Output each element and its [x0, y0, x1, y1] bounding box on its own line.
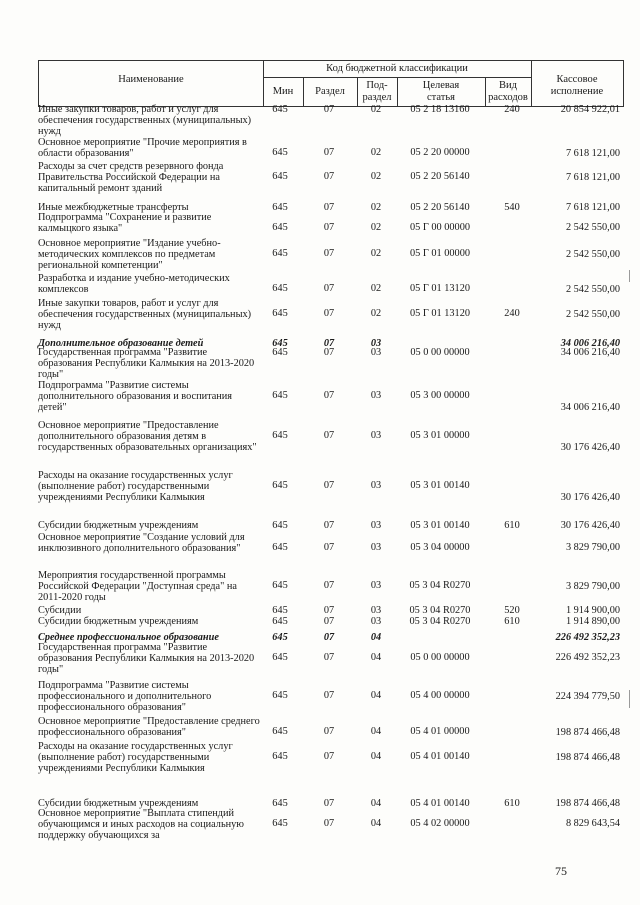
row-name: Подпрограмма "Развитие системы дополнительного образования и воспитания детей" — [38, 380, 233, 413]
row-section: 07 — [323, 605, 335, 616]
row-subsection: 03 — [370, 347, 382, 358]
row-name: Иные закупки товаров, работ и услуг для обеспечения государственных (муниципальных) нужд — [38, 104, 252, 137]
row-section: 07 — [323, 480, 335, 491]
row-amount: 226 492 352,23 — [555, 632, 620, 643]
row-section: 07 — [323, 751, 335, 762]
row-target-article: 05 Г 00 00000 — [409, 222, 470, 233]
row-subsection: 04 — [370, 726, 382, 737]
row-amount: 7 618 121,00 — [565, 172, 620, 183]
row-name: Основное мероприятие "Предоставление среднего профессионального образования" — [38, 716, 260, 738]
row-target-article: 05 4 01 00000 — [410, 726, 470, 737]
row-section: 07 — [323, 104, 335, 115]
row-amount: 1 914 900,00 — [565, 605, 620, 616]
row-ministry: 645 — [272, 283, 288, 294]
row-ministry: 645 — [272, 605, 288, 616]
header-vr: Вид расходов — [488, 80, 528, 103]
row-subsection: 04 — [370, 798, 382, 809]
header-name: Наименование — [118, 74, 184, 85]
row-amount: 34 006 216,40 — [560, 338, 620, 349]
row-ministry: 645 — [272, 690, 288, 701]
row-subsection: 04 — [370, 690, 382, 701]
row-target-article: 05 3 04 R0270 — [409, 580, 471, 591]
row-section: 07 — [323, 652, 335, 663]
row-expense-type: 610 — [504, 798, 520, 809]
row-section: 07 — [323, 818, 335, 829]
row-expense-type: 610 — [504, 520, 520, 531]
margin-mark — [629, 270, 630, 282]
row-target-article: 05 3 04 R0270 — [409, 616, 471, 627]
row-subsection: 03 — [370, 390, 382, 401]
row-subsection: 02 — [370, 308, 382, 319]
row-name: Основное мероприятие "Создание условий для инклюзивного дополнительного образования" — [38, 532, 245, 554]
row-name: Иные закупки товаров, работ и услуг для обеспечения государственных (муниципальных) нужд — [38, 298, 252, 331]
row-ministry: 645 — [272, 390, 288, 401]
row-name: Субсидии — [38, 605, 82, 616]
row-ministry: 645 — [272, 751, 288, 762]
row-section: 07 — [323, 308, 335, 319]
row-name: Субсидии бюджетным учреждениям — [38, 616, 199, 627]
row-subsection: 03 — [370, 430, 382, 441]
row-target-article: 05 Г 01 13120 — [409, 308, 470, 319]
row-ministry: 645 — [272, 248, 288, 259]
row-section: 07 — [323, 338, 335, 349]
row-ministry: 645 — [272, 632, 288, 643]
row-amount: 7 618 121,00 — [565, 202, 620, 213]
row-section: 07 — [323, 390, 335, 401]
row-section: 07 — [323, 726, 335, 737]
row-section: 07 — [323, 430, 335, 441]
row-section: 07 — [323, 798, 335, 809]
row-amount: 198 874 466,48 — [555, 727, 620, 738]
row-amount: 3 829 790,00 — [565, 542, 620, 553]
row-subsection: 02 — [370, 222, 382, 233]
row-ministry: 645 — [272, 616, 288, 627]
row-ministry: 645 — [272, 308, 288, 319]
row-ministry: 645 — [272, 338, 288, 349]
row-name: Подпрограмма "Развитие системы профессионального и дополнительного профессионального образования" — [38, 680, 212, 713]
page-number: 75 — [555, 864, 567, 878]
row-section: 07 — [323, 202, 335, 213]
row-ministry: 645 — [272, 580, 288, 591]
row-section: 07 — [323, 632, 335, 643]
row-name: Расходы на оказание государственных услуг (выполнение работ) государственными учреждениями Республики Калмыкия — [38, 470, 233, 503]
row-ministry: 645 — [272, 147, 288, 158]
row-expense-type: 240 — [504, 308, 520, 319]
row-subsection: 04 — [370, 818, 382, 829]
row-ministry: 645 — [272, 520, 288, 531]
row-subsection: 03 — [370, 542, 382, 553]
row-amount: 34 006 216,40 — [560, 347, 620, 358]
row-target-article: 05 Г 01 00000 — [409, 248, 470, 259]
row-name: Расходы на оказание государственных услуг (выполнение работ) государственными учреждениями Республики Калмыкия — [38, 741, 233, 774]
row-name: Субсидии бюджетным учреждениям — [38, 520, 199, 531]
header-rz: Раздел — [315, 86, 345, 97]
row-target-article: 05 4 00 00000 — [410, 690, 470, 701]
row-section: 07 — [323, 147, 335, 158]
row-name: Основное мероприятие "Выплата стипендий обучающимся и иных расходов на социальную поддержку обучающихся за — [38, 808, 244, 841]
table-header — [38, 60, 624, 107]
row-ministry: 645 — [272, 171, 288, 182]
row-name: Мероприятия государственной программы Российской Федерации "Доступная среда" на 2011-2020 годы — [38, 570, 237, 603]
row-name: Подпрограмма "Сохранение и развитие калмыцкого языка" — [38, 212, 212, 234]
row-amount: 30 176 426,40 — [560, 442, 620, 453]
row-expense-type: 520 — [504, 605, 520, 616]
row-subsection: 02 — [370, 171, 382, 182]
row-subsection: 04 — [370, 652, 382, 663]
row-ministry: 645 — [272, 222, 288, 233]
row-amount: 30 176 426,40 — [560, 520, 620, 531]
row-subsection: 03 — [370, 520, 382, 531]
row-subsection: 02 — [370, 202, 382, 213]
row-ministry: 645 — [272, 480, 288, 491]
row-ministry: 645 — [272, 798, 288, 809]
row-ministry: 645 — [272, 202, 288, 213]
row-target-article: 05 3 04 R0270 — [409, 605, 471, 616]
row-name: Государственная программа "Развитие образования Республики Калмыкия на 2013-2020 годы" — [38, 642, 255, 675]
row-section: 07 — [323, 283, 335, 294]
row-section: 07 — [323, 616, 335, 627]
row-name: Дополнительное образование детей — [38, 338, 204, 349]
row-name: Субсидии бюджетным учреждениям — [38, 798, 199, 809]
row-name: Иные межбюджетные трансферты — [38, 202, 189, 213]
header-code-group: Код бюджетной классификации — [326, 63, 468, 74]
row-name: Основное мероприятие "Издание учебно-методических комплексов по предметам региональной компетенции" — [38, 238, 221, 271]
row-ministry: 645 — [272, 818, 288, 829]
row-subsection: 03 — [370, 480, 382, 491]
row-ministry: 645 — [272, 430, 288, 441]
row-subsection: 02 — [370, 147, 382, 158]
row-amount: 8 829 643,54 — [565, 818, 620, 829]
row-target-article: 05 2 20 56140 — [410, 171, 470, 182]
row-target-article: 05 3 01 00000 — [410, 430, 470, 441]
row-target-article: 05 2 18 13160 — [410, 104, 470, 115]
header-mn: Мин — [272, 86, 294, 97]
row-expense-type: 610 — [504, 616, 520, 627]
row-target-article: 05 4 01 00140 — [410, 798, 470, 809]
row-amount: 224 394 779,50 — [555, 691, 620, 702]
row-ministry: 645 — [272, 104, 288, 115]
row-subsection: 02 — [370, 248, 382, 259]
row-amount: 198 874 466,48 — [555, 798, 620, 809]
row-name: Среднее профессиональное образование — [38, 632, 219, 643]
row-subsection: 03 — [370, 605, 382, 616]
header-pr: Под- раздел — [362, 80, 392, 103]
row-section: 07 — [323, 520, 335, 531]
row-subsection: 02 — [370, 104, 382, 115]
row-subsection: 03 — [370, 616, 382, 627]
row-subsection: 03 — [370, 580, 382, 591]
row-target-article: 05 3 01 00140 — [410, 480, 470, 491]
row-target-article: 05 Г 01 13120 — [409, 283, 470, 294]
row-expense-type: 540 — [504, 202, 520, 213]
row-amount: 30 176 426,40 — [560, 492, 620, 503]
row-target-article: 05 4 02 00000 — [410, 818, 470, 829]
row-amount: 20 854 922,01 — [560, 104, 620, 115]
row-subsection: 04 — [370, 751, 382, 762]
row-ministry: 645 — [272, 542, 288, 553]
row-name: Основное мероприятие "Прочие мероприятия в области образования" — [38, 137, 247, 159]
margin-mark — [629, 690, 630, 708]
row-amount: 226 492 352,23 — [555, 652, 620, 663]
row-ministry: 645 — [272, 347, 288, 358]
row-section: 07 — [323, 690, 335, 701]
row-subsection: 02 — [370, 283, 382, 294]
row-name: Государственная программа "Развитие образования Республики Калмыкия на 2013-2020 годы" — [38, 347, 255, 380]
row-target-article: 05 0 00 00000 — [410, 347, 470, 358]
row-subsection: 04 — [370, 632, 382, 643]
row-section: 07 — [323, 248, 335, 259]
row-amount: 3 829 790,00 — [565, 581, 620, 592]
row-amount: 2 542 550,00 — [565, 249, 620, 260]
row-section: 07 — [323, 171, 335, 182]
row-section: 07 — [323, 347, 335, 358]
row-target-article: 05 0 00 00000 — [410, 652, 470, 663]
row-amount: 7 618 121,00 — [565, 148, 620, 159]
header-cs: Целевая статья — [422, 80, 460, 103]
row-target-article: 05 4 01 00140 — [410, 751, 470, 762]
row-amount: 2 542 550,00 — [565, 222, 620, 233]
row-name: Основное мероприятие "Предоставление дополнительного образования детям в государственных образовательных организациях" — [38, 420, 257, 453]
row-target-article: 05 3 01 00140 — [410, 520, 470, 531]
row-target-article: 05 3 00 00000 — [410, 390, 470, 401]
row-amount: 2 542 550,00 — [565, 284, 620, 295]
row-target-article: 05 2 20 00000 — [410, 147, 470, 158]
row-amount: 198 874 466,48 — [555, 752, 620, 763]
row-target-article: 05 2 20 56140 — [410, 202, 470, 213]
header-amt: Кассовое исполнение — [550, 74, 604, 97]
row-section: 07 — [323, 222, 335, 233]
row-target-article: 05 3 04 00000 — [410, 542, 470, 553]
row-expense-type: 240 — [504, 104, 520, 115]
row-ministry: 645 — [272, 652, 288, 663]
row-ministry: 645 — [272, 726, 288, 737]
row-section: 07 — [323, 580, 335, 591]
row-name: Разработка и издание учебно-методических комплексов — [38, 273, 230, 295]
row-section: 07 — [323, 542, 335, 553]
row-amount: 1 914 890,00 — [565, 616, 620, 627]
row-subsection: 03 — [370, 338, 382, 349]
row-amount: 34 006 216,40 — [560, 402, 620, 413]
row-name: Расходы за счет средств резервного фонда Правительства Российской Федерации на капитальный ремонт зданий — [38, 161, 224, 194]
row-amount: 2 542 550,00 — [565, 309, 620, 320]
